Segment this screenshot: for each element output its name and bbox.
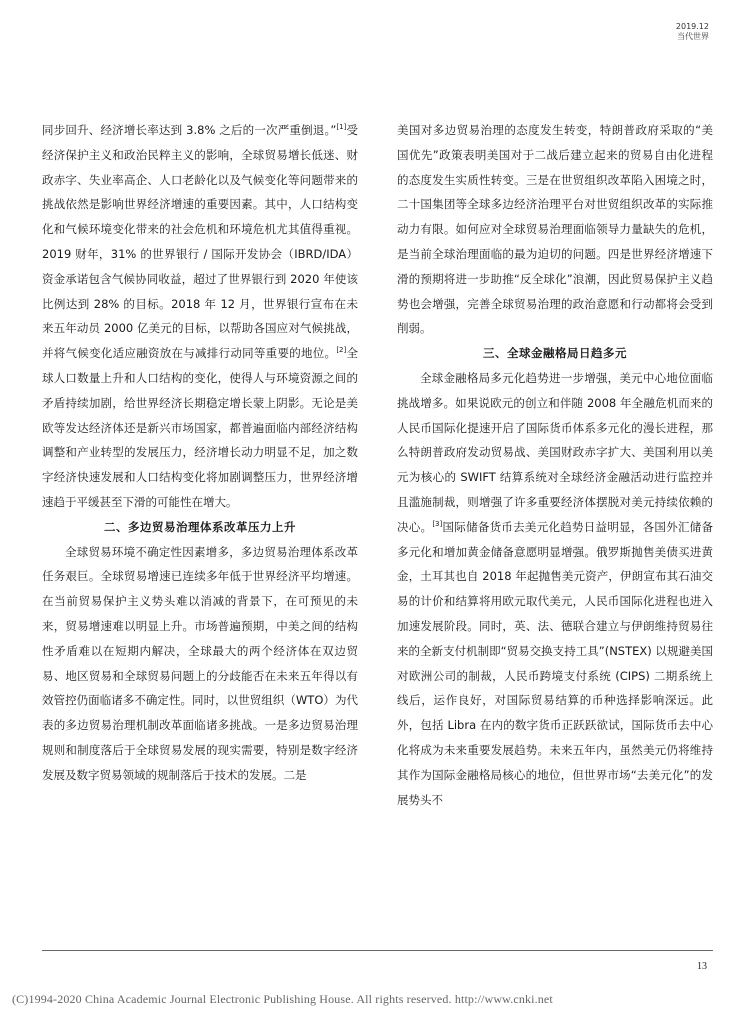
paragraph xyxy=(397,366,713,812)
citation-ref: [2] xyxy=(336,346,347,355)
paragraph-text: 全球人口数量上升和人口结构的变化，使得人与环境资源之间的矛盾持续加剧，给世界经济长期稳定增长蒙上阴影。无论是美欧等发达经济体还是新兴市场国家，都普遍面临内部经济结构调整和产业转型的发展压力，经济增长动力明显不足，加之数字经济快速发展和人口结构变化将加剧调整压力，世界经济增速趋于平缓甚至下滑的可能性在增大。 xyxy=(42,346,359,509)
left-column xyxy=(42,118,358,788)
citation-ref: [1] xyxy=(336,123,347,132)
section-heading: 二、多边贸易治理体系改革压力上升 xyxy=(104,519,296,534)
footer-divider xyxy=(42,950,713,951)
right-column xyxy=(397,118,713,812)
section-heading: 三、全球金融格局日趋多元 xyxy=(483,346,627,361)
citation-ref: [3] xyxy=(432,519,443,528)
paragraph-text: 受经济保护主义和政治民粹主义的影响，全球贸易增长低迷、财政赤字、失业率高企、人口老龄化以及气候变化等问题带来的挑战依然是影响世界经济增速的重要因素。其中，人口结构变化和气候环境变化带来的社会危机和环境危机尤其值得重视。2019 财年，31% 的世界银行 / 国际开发协会（IBRD/IDA）资金承诺包含气候协同收益，超过了世界银行到 2020 年使该比例达到 28% 的目标。2018 年 12 月，世界银行宣布在未来五年动员 2000 亿美元的目标，以帮助各国应对气候挑战，并将气候变化适应融资放在与减排行动同等重要的地位。 xyxy=(42,123,359,361)
page-number: 13 xyxy=(697,961,707,972)
paragraph: 全球贸易环境不确定性因素增多，多边贸易治理体系改革任务艰巨。全球贸易增速已连续多年低于世界经济平均增速。在当前贸易保护主义势头难以消减的背景下，在可预见的未来，贸易增速难以明显上升。市场普遍预期，中美之间的结构性矛盾难以在短期内解决，全球最大的两个经济体在双边贸易、地区贸易和全球贸易问题上的分歧能否在未来五年得以有效管控仍面临诸多不确定性。同时，以世贸组织（WTO）为代表的多边贸易治理机制改革面临诸多挑战。一是多边贸易治理规则和制度落后于全球贸易发展的现实需要，特别是数字经济发展及数字贸易领域的规制落后于技术的发展。二是 xyxy=(42,544,358,782)
paragraph-continuation: 美国对多边贸易治理的态度发生转变，特朗普政府采取的“美国优先”政策表明美国对于二战后建立起来的贸易自由化进程的态度发生实质性转变。三是在世贸组织改革陷入困境之时，二十国集团等全球多边经济治理平台对世贸组织改革的实际推动力有限。如何应对全球贸易治理面临领导力量缺失的危机，是当前全球治理面临的最为迫切的问题。四是世界经济增速下滑的预期将进一步助推“反全球化”浪潮，因此贸易保护主义趋势也会增强，完善全球贸易治理的政治意愿和行动都将会受到削弱。 xyxy=(397,123,713,336)
issue-header xyxy=(676,22,709,42)
issue-date: 2019.12 xyxy=(675,22,709,31)
journal-name: 当代世界 xyxy=(677,32,709,41)
paragraph-continuation xyxy=(42,118,358,515)
paragraph-text: 全球金融格局多元化趋势进一步增强，美元中心地位面临挑战增多。如果说欧元的创立和伴随 2008 年全融危机而来的人民币国际化提速开启了国际货币体系多元化的漫长进程，那么特朗普政府发动贸易战、美国财政赤字扩大、美国利用以美元为核心的 SWIFT 结算系统对全球经济金融活动进行监控并且滥施制裁，则增强了许多重要经济体摆脱对美元持续依赖的决心。 xyxy=(397,370,713,534)
paragraph-text: 同步回升、经济增长率达到 3.8% 之后的一次严重倒退。” xyxy=(42,123,337,137)
copyright-notice: (C)1994-2020 China Academic Journal Electronic Publishing House. All rights reserved. http://www.cnki.net xyxy=(12,992,553,1006)
paragraph-text: 国际储备货币去美元化趋势日益明显，各国外汇储备多元化和增加黄金储备意愿明显增强。俄罗斯抛售美债买进黄金，土耳其也自 2018 年起抛售美元资产，伊朗宣布其石油交易的计价和结算将用欧元取代美元，人民币国际化进程也进入加速发展阶段。同时，英、法、德联合建立与伊朗维持贸易往来的全新支付机制即“贸易交换支持工具”(NSTEX) 以规避美国对欧洲公司的制裁，人民币跨境支付系统 (CIPS) 二期系统上线后，运作良好，对国际贸易结算的币种选择影响深远。此外，包括 Libra 在内的数字货币正跃跃欲试，国际货币去中心化将成为未来重要发展趋势。未来五年内，虽然美元仍将维持其作为国际金融格局核心的地位，但世界市场“去美元化”的发展势头不 xyxy=(397,519,714,807)
